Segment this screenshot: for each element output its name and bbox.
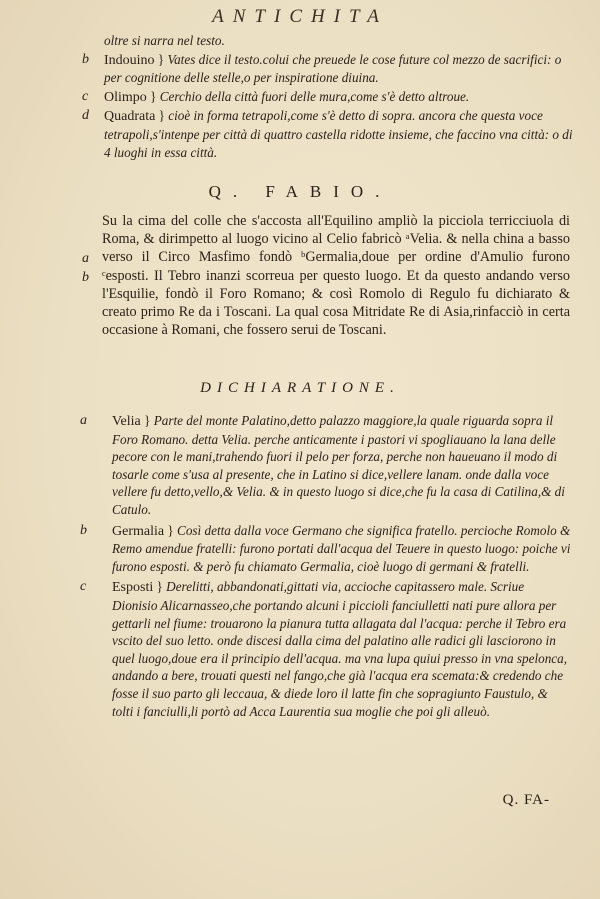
main-text <box>102 212 570 339</box>
note-letter: c <box>80 579 87 595</box>
brace-icon: } <box>150 88 157 104</box>
catchword: Q. FA- <box>502 792 550 808</box>
note-text: Vates dice il testo.colui che preuede le cose future col mezzo de sacrifici: o per cognitione delle stelle,o per inspiratione diuina. <box>104 51 562 86</box>
note-continuation <box>104 32 582 50</box>
note-letter: b <box>80 522 87 538</box>
note-text: Cerchio della città fuori delle mura,come s'è detto altroue. <box>159 88 470 104</box>
margin-letter-b: b <box>82 270 89 285</box>
note-term: Esposti <box>112 580 154 596</box>
note-term: Velia <box>112 414 141 429</box>
section-subtitle: DICHIARATIONE. <box>200 380 400 396</box>
brace-icon: } <box>158 108 165 124</box>
brace-icon: } <box>156 579 163 595</box>
note-letter: d <box>82 108 89 124</box>
note-letter: a <box>80 413 87 428</box>
notes-bottom <box>80 412 572 720</box>
notes-top <box>82 32 582 161</box>
note-text: Così detta dalla voce Germano che significa fratello. percioche Romolo & Remo amendue fratelli: furono portati dall'acqua del Teuere in questo luogo: poiche vi furono esposti. & però fu chiamato Germalia, cioè luogo di germani & fratelli. <box>112 522 571 574</box>
note-text: oltre si narra nel testo. <box>104 33 225 48</box>
note-d-quadrata <box>82 107 582 161</box>
note-text: cioè in forma tetrapoli,come s'è detto di sopra. ancora che questa voce tetrapoli,s'intenpe per città di quattro castella ridotte insieme, che faccino vna città: o di 4 luoghi in essa città. <box>104 108 573 160</box>
brace-icon: } <box>157 51 165 67</box>
note-b-indouino <box>82 51 582 87</box>
note-text: Derelitti, abbandonati,gittati via, accioche capitassero male. Scriue Dionisio Alicarnasseo,che portando alcuni i piccioli fanciulletti nati pure allora per gettarli nel fiume: trouarono la pianura tutta allagata dal l'acqua: perche il Tebro era vscito del suo letto. onde discesi dalla cima del palatino alle radici gli lasciorono in quel luogo,doue era il principio dell'acqua. ma vna lupa quiui presso in vna spelonca, andando a bere, trouati questi nel fango,che già l'acqua era scemata:& credendo che fosse il suo parto gli leccaua, & diede loro il latte fin che sopragiunto Faustulo, & tolti i fanciulli,li portò ad Acca Laurentia sua moglie che poi gli alleuò. <box>112 579 568 719</box>
main-paragraph: Su la cima del colle che s'accosta all'Equilino ampliò la picciola terricciuola di Roma, & dirimpetto al luogo vicino al Celio fabricò ᵃVelia. & nella china a basso verso il Circo Masfimo fondò ᵇGermalia,doue per ordine d'Amulio furono ᶜesposti. Il Tebro inanzi scorreua per questo luogo. Et da questo andando verso l'Esquilie, fondò il Foro Romano; & così Romolo di Regulo fu dichiarato & creato primo Re da i Toscani. La qual cosa Mitridate Re di Asia,rinfacciò in certa occasione à Romani, che fossero serui de Toscani. <box>102 213 570 339</box>
brace-icon: } <box>167 522 174 538</box>
note-text: Parte del monte Palatino,detto palazzo maggiore,la quale riguarda sopra il Foro Romano. detta Velia. perche anticamente i pastori vi spogliauano la lana delle pecore con le mani,trahendo fuori il pelo per forza, perche non haueuano il modo di tosarle come s'usa al presente, che in Latino si dice,vellere lanam. onde dalla voce vellere fu detto,vello,& Velia. & in questo luogo si dice,che fu la casa di Catilina,& di Catulo. <box>112 413 565 517</box>
note-term: Olimpo <box>104 89 147 105</box>
margin-letter-a: a <box>82 251 89 266</box>
note-c-olimpo <box>82 88 582 107</box>
note-b-germalia <box>80 522 572 576</box>
note-term: Quadrata <box>104 109 156 125</box>
note-letter: c <box>82 88 89 104</box>
note-letter: b <box>82 51 89 67</box>
note-term: Indouino <box>104 52 155 68</box>
running-head: ANTICHITA <box>212 6 388 27</box>
note-a-velia <box>80 412 572 519</box>
brace-icon: } <box>144 413 151 428</box>
note-term: Germalia <box>112 523 165 539</box>
note-c-esposti <box>80 578 572 720</box>
section-title: Q. FABIO. <box>208 182 392 201</box>
